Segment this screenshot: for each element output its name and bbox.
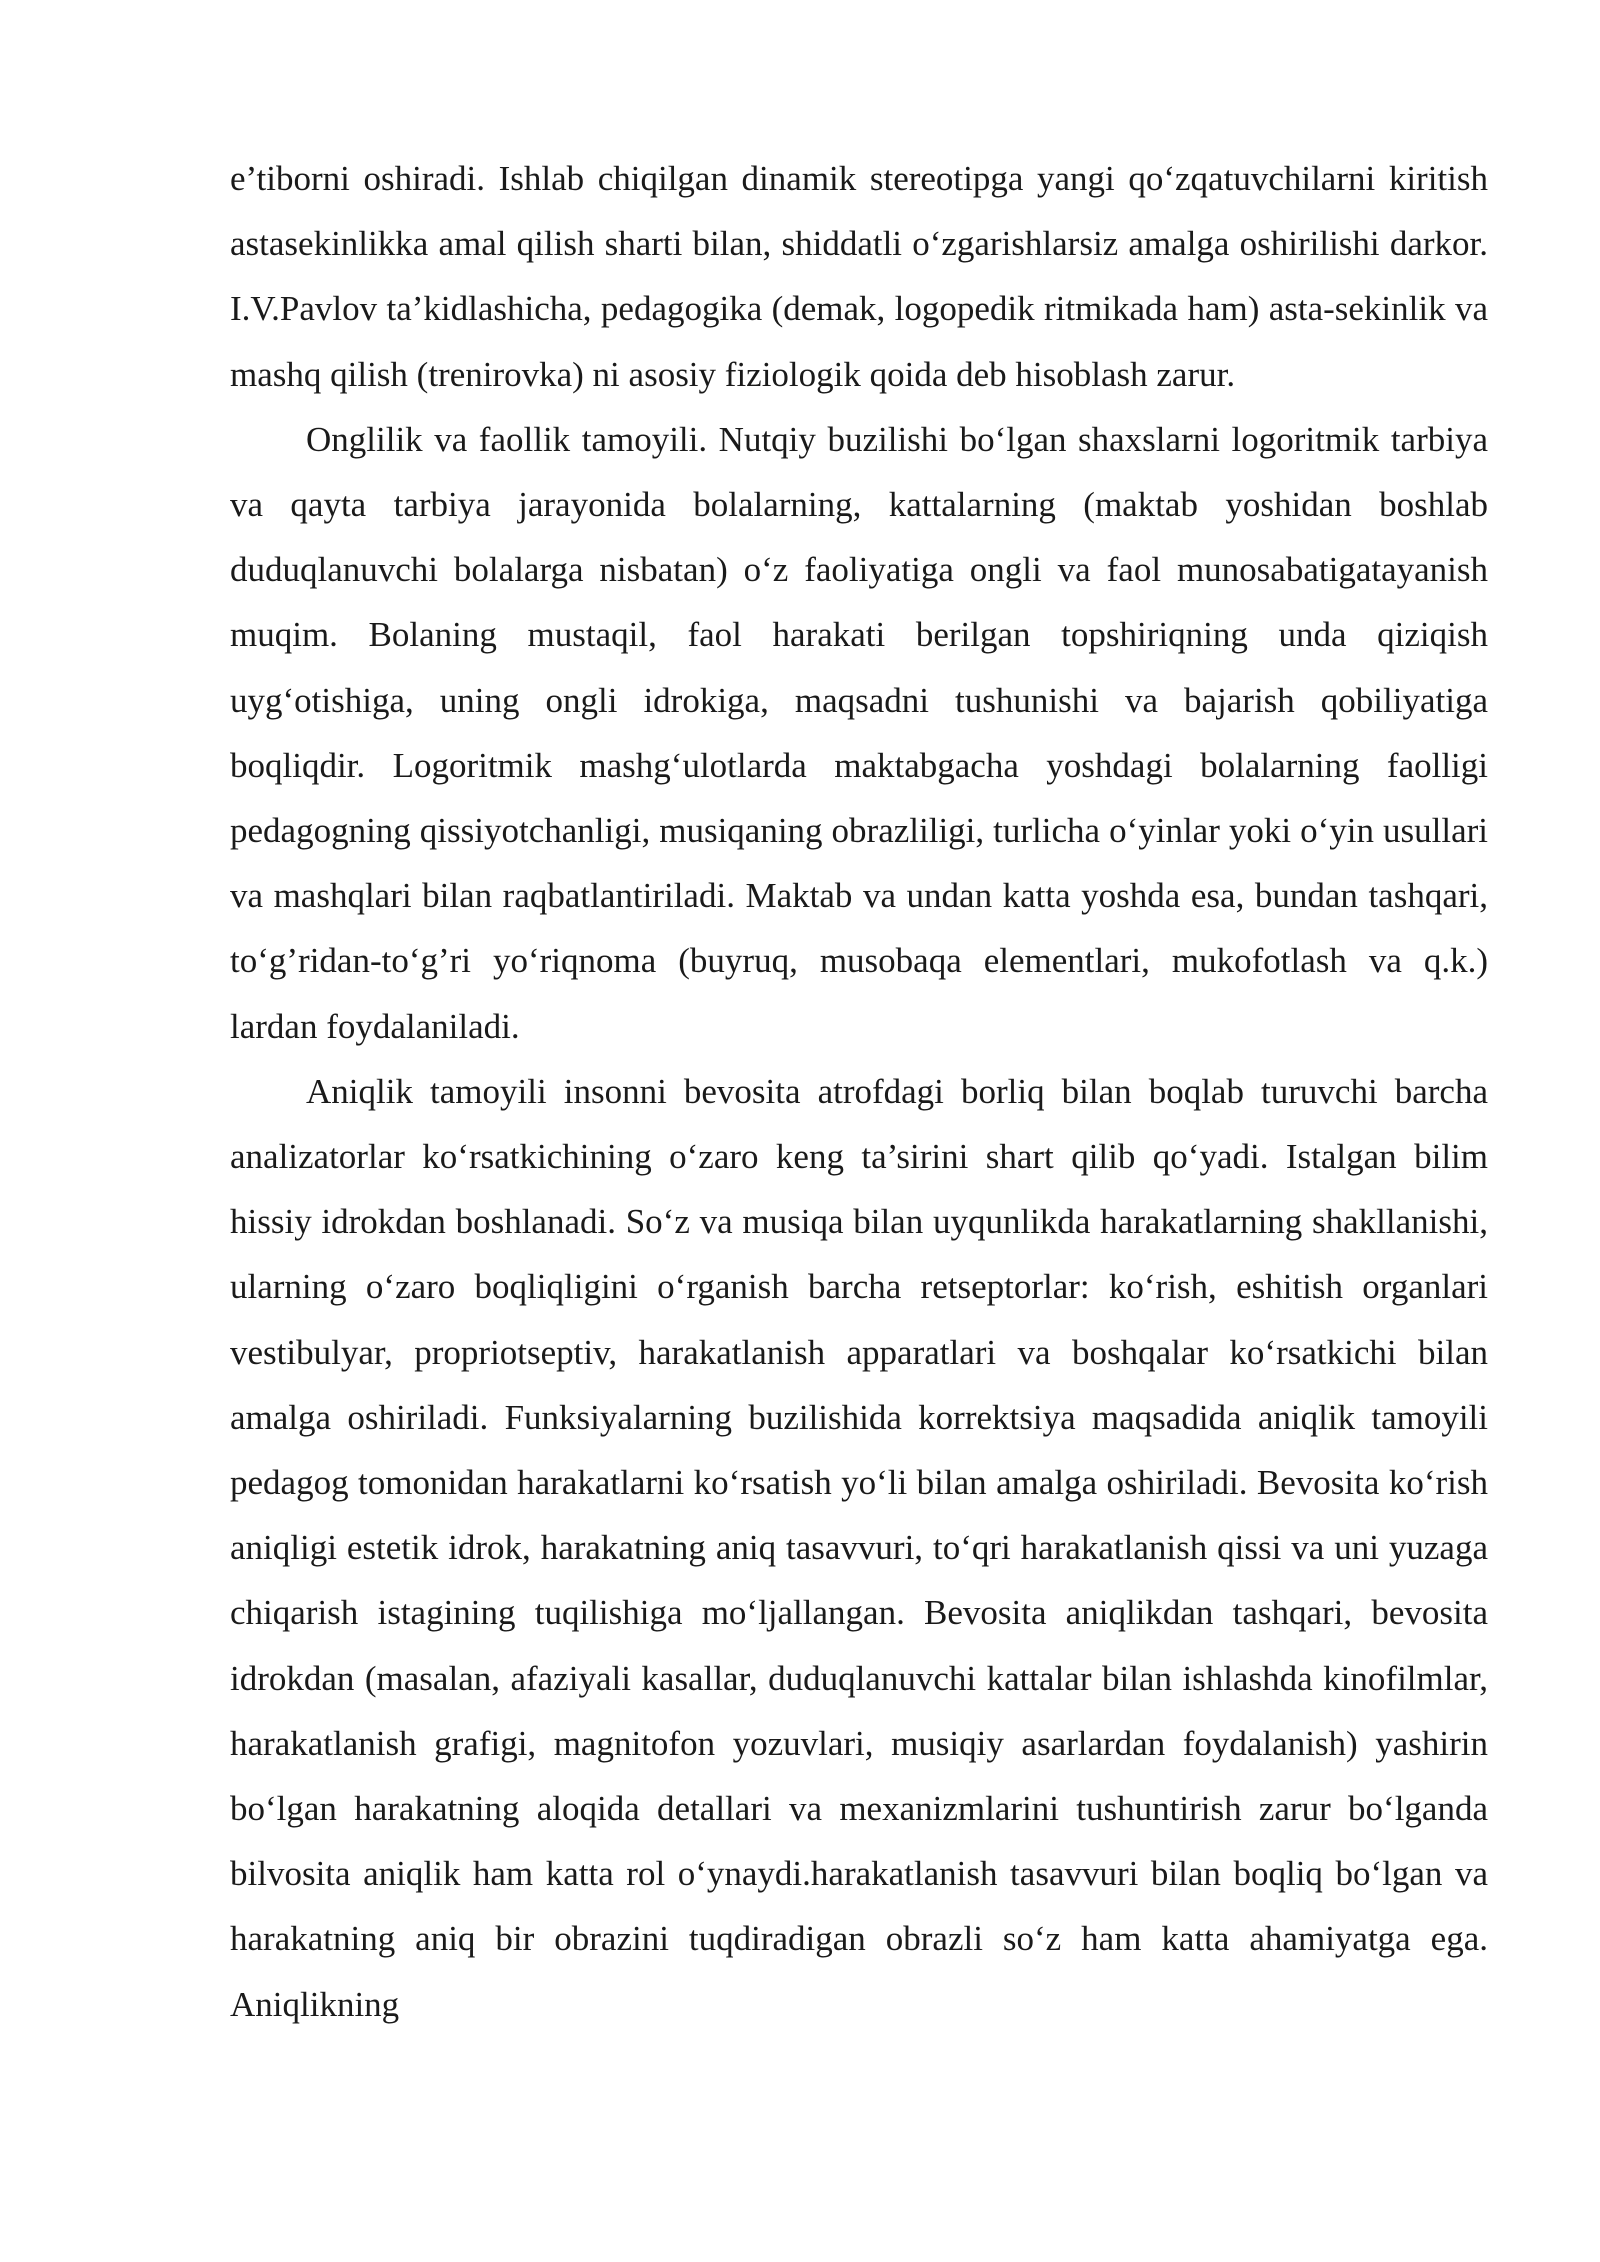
document-body	[230, 146, 1488, 2037]
paragraph-1: e’tiborni oshiradi. Ishlab chiqilgan dinamik stereotipga yangi qo‘zqatuvchilarni kiritish astasekinlikka amal qilish sharti bilan, shiddatli o‘zgarishlarsiz amalga oshirilishi darkor. I.V.Pavlov ta’kidlashicha, pedagogika (demak, logopedik ritmikada ham) asta-sekinlik va mashq qilish (trenirovka) ni asosiy fiziologik qoida deb hisoblash zarur.	[230, 159, 1488, 394]
paragraph-2: Onglilik va faollik tamoyili. Nutqiy buzilishi bo‘lgan shaxslarni logoritmik tarbiya va qayta tarbiya jarayonida bolalarning, kattalarning (maktab yoshidan boshlab duduqlanuvchi bolalarga nisbatan) o‘z faoliyatiga ongli va faol munosabatigatayanish muqim. Bolaning mustaqil, faol harakati berilgan topshiriqning unda qiziqish uyg‘otishiga, uning ongli idrokiga, maqsadni tushunishi va bajarish qobiliyatiga boqliqdir. Logoritmik mashg‘ulotlarda maktabgacha yoshdagi bolalarning faolligi pedagogning qissiyotchanligi, musiqaning obrazliligi, turlicha o‘yinlar yoki o‘yin usullari va mashqlari bilan raqbatlantiriladi. Maktab va undan katta yoshda esa, bundan tashqari, to‘g’ridan-to‘g’ri yo‘riqnoma (buyruq, musobaqa elementlari, mukofotlash va q.k.) lardan foydalaniladi.	[230, 419, 1488, 1046]
paragraph-3: Aniqlik tamoyili insonni bevosita atrofdagi borliq bilan boqlab turuvchi barcha analizatorlar ko‘rsatkichining o‘zaro keng ta’sirini shart qilib qo‘yadi. Istalgan bilim hissiy idrokdan boshlanadi. So‘z va musiqa bilan uyqunlikda harakatlarning shakllanishi, ularning o‘zaro boqliqligini o‘rganish barcha retseptorlar: ko‘rish, eshitish organlari vestibulyar, propriotseptiv, harakatlanish apparatlari va boshqalar ko‘rsatkichi bilan amalga oshiriladi. Funksiyalarning buzilishida korrektsiya maqsadida aniqlik tamoyili pedagog tomonidan harakatlarni ko‘rsatish yo‘li bilan amalga oshiriladi. Bevosita ko‘rish aniqligi estetik idrok, harakatning aniq tasavvuri, to‘qri harakatlanish qissi va uni yuzaga chiqarish istagining tuqilishiga mo‘ljallangan. Bevosita aniqlikdan tashqari, bevosita idrokdan (masalan, afaziyali kasallar, duduqlanuvchi kattalar bilan ishlashda kinofilmlar, harakatlanish grafigi, magnitofon yozuvlari, musiqiy asarlardan foydalanish) yashirin bo‘lgan harakatning aloqida detallari va mexanizmlarini tushuntirish zarur bo‘lganda bilvosita aniqlik ham katta rol o‘ynaydi.harakatlanish tasavvuri bilan boqliq bo‘lgan va harakatning aniq bir obrazini tuqdiradigan obrazli so‘z ham katta ahamiyatga ega. Aniqlikning	[230, 1071, 1488, 2024]
